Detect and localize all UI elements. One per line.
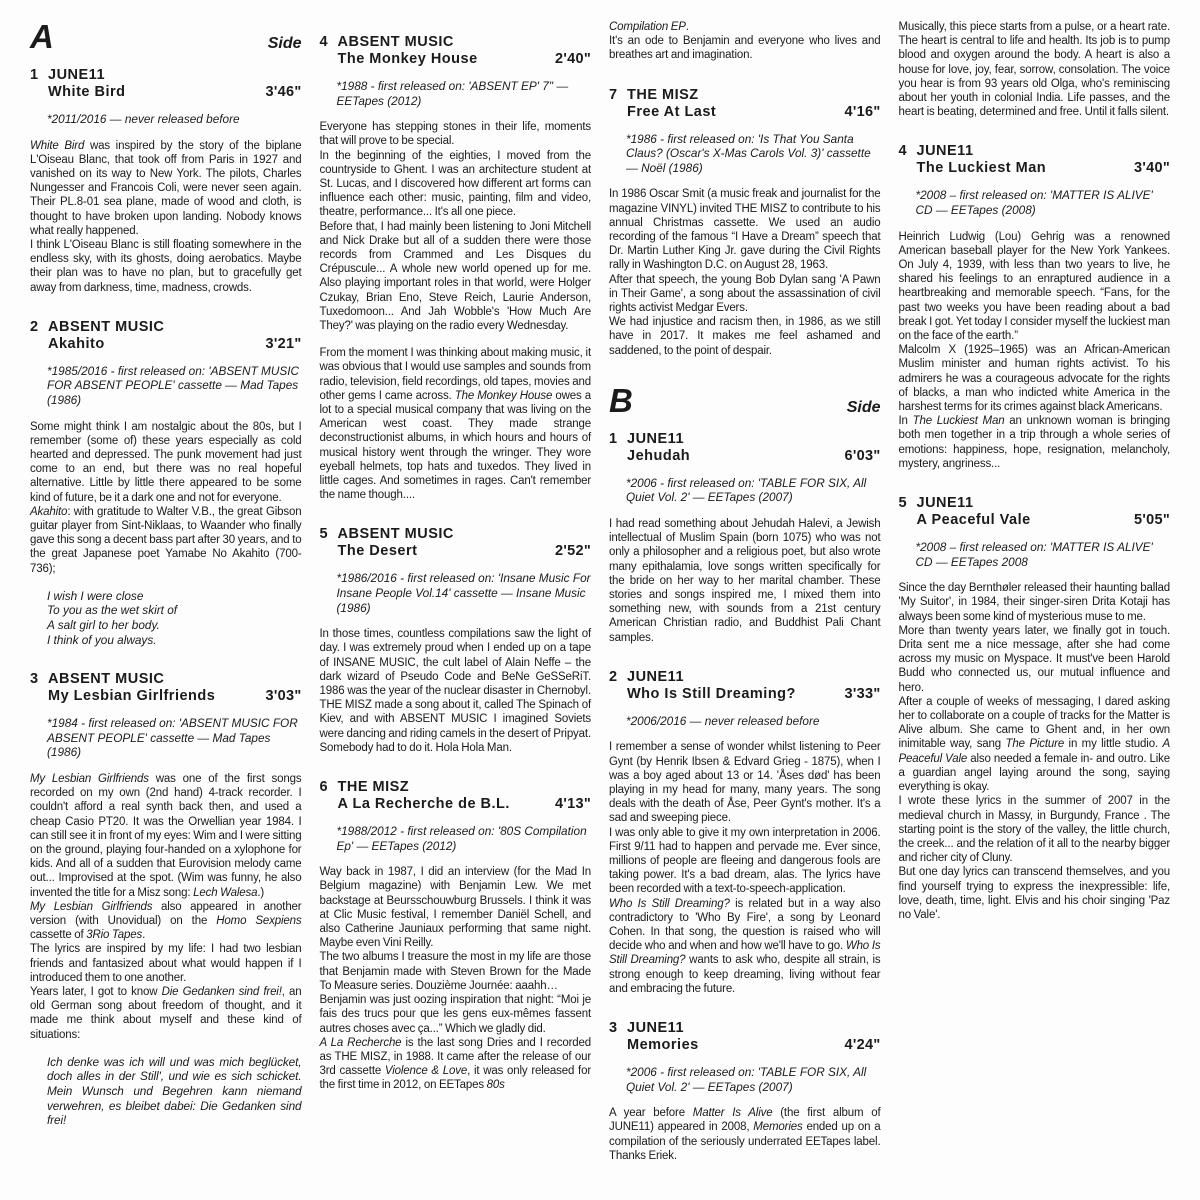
track-header [609,87,881,120]
italic-text: The Luckiest Man [912,415,1005,428]
italic-text: A La Recherche [319,1036,402,1049]
release-note: *1986/2016 - first released on: 'Insane Music For Insane People Vol.14' cassette — Insane Music (1986) [336,571,591,615]
italic-text: Akahito [30,505,68,518]
track-artist: ABSENT MUSIC [337,526,454,543]
track-header-line1 [609,431,881,447]
side-header [609,381,881,419]
italic-text: White Bird [30,139,85,152]
column-1 [30,20,302,1190]
release-note: *1988/2012 - first released on: '80S Compilation Ep' — EETapes (2012) [336,824,587,853]
track-header-line2 [30,84,302,100]
release-note: *2006/2016 — never released before [626,713,820,728]
body-paragraph: More than twenty years later, we finally got in touch. Drita sent me a nice message, after she had come across my music on Myspace. It must've been Harold Budd who connected us, our mutual influence and hero. [898,624,1170,694]
track-artist: JUNE11 [627,1020,685,1037]
track-number: 3 [30,671,39,688]
body-paragraph: Akahito: with gratitude to Walter V.B., the great Gibson guitar player from Sint-Niklaas, to Waander who finally gave this song a decent bass part after 30 years, and to the great Japanese poet Yamabe No Akahito (700-736); [30,505,302,575]
track-header-line1 [30,67,302,83]
track-artist: ABSENT MUSIC [337,34,454,50]
body-paragraph: Compilation EP. [609,21,689,33]
track-header-line1 [320,526,592,542]
body-paragraph: Benjamin was just oozing inspiration that night: “Moi je fais des trucs pour que les gens eux-mêmes fassent autres choses avec ça...” Which we gladly did. [319,994,591,1035]
italic-text: Matter Is Alive [692,1107,773,1120]
track-artist: JUNE11 [48,67,106,83]
track-artist: JUNE11 [627,430,685,447]
body-paragraph: White Bird was inspired by the story of the biplane L'Oiseau Blanc, that took off from Paris in 1927 and vanished on its way to New York. The pilots, Charles Nungesser and Francois Coli, were never seen again. Their PL.8-01 sea plane, made of wood and cloth, is thought to have broken upon landing. Nobody knows what really happened. [30,139,302,237]
track-number: 6 [319,779,328,796]
body-paragraph: A La Recherche is the last song Dries and I recorded as THE MISZ, in 1988. It came after the release of our 3rd cassette Violence & Love, it was only released for the first time in 2012, on EETapes 80s [319,1036,592,1092]
track-title: Jehudah [627,447,691,464]
track-header [30,671,302,704]
track-artist: JUNE11 [916,143,974,160]
body-paragraph: Years later, I got to know Die Gedanken sind frei!, an old German song about freedom of thought, and it made me think about myself and these kind of situations: [30,986,302,1041]
body-paragraph: We had injustice and racism then, in 1986, as we still have in 2017. It makes me feel ashamed and saddened, to the point of despair. [609,316,881,357]
track-header [899,495,1171,528]
column-4 [899,20,1171,1190]
body-paragraph: Some might think I am nostalgic about the 80s, but I remember (some of) these years especially as cold hearted and depressed. The punk movement had just come to an end, but there was no real hopeful alternative. Little by little there appeared to be some kind of future, be it a dark one and not for everyone. [30,420,302,504]
body-paragraph: In 1986 Oscar Smit (a music freak and journalist for the magazine VINYL) invited THE MISZ to contribute to his annual Christmas cassette. We used an audio recording of the famous “I Have a Dream” speech that Dr. Martin Luther King Jr. gave during the Civil Rights rally in Washington D.C. on August 28, 1963. [609,188,881,272]
track-header-line1 [30,671,302,687]
italic-text: My Lesbian Girlfriends [30,773,149,785]
track-header-line2 [30,336,302,352]
release-note: *1986 - first released on: 'Is That You Santa Claus? (Oscar's X-Mas Carols Vol. 3)' cassette — Noël (1986) [626,131,871,175]
body-paragraph: In those times, countless compilations saw the light of day. I was extremely proud when I ended up on a tape of INSANE MUSIC, the cult label of Alain Neffe – the dark wizard of Pseudo Code and BeNe GeSSeRiT. 1986 was the year of the nuclear disaster in Chernobyl. THE MISZ made a song about it, called The Spinach of Kiev, and with ABSENT MUSIC I imagined Soviets were dancing and riding camels in the desert of Pripyat. Somebody had to do it. Hola Hola Man. [319,628,591,754]
track-number: 2 [30,318,39,335]
body-paragraph: The lyrics are inspired by my life: I had two lesbian friends and fantasized about what would happen if I introduced them to one another. [30,943,302,984]
track-header-line2 [609,104,881,120]
italic-text: Violence & Love [384,1065,468,1078]
side-header [30,20,302,53]
side-letter: A [30,18,54,55]
track-header [30,319,302,352]
track-duration: 2'52" [554,543,591,560]
track-artist: ABSENT MUSIC [48,318,165,335]
track-duration: 3'46" [265,84,302,100]
track-number: 1 [30,67,39,83]
track-title: A La Recherche de B.L. [337,796,510,813]
track-title: The Desert [337,543,418,560]
body-paragraph: After a couple of weeks of messaging, I dared asking her to collaborate on a couple of tracks for the Matter is Alive album. She came to Ghent and, in her own inimitable way, sang The Picture in my little studio. A Peaceful Vale also needed a female in- and outro. Like a guardian angel laying around the song, saying everything is okay. [898,695,1170,794]
column-2 [320,20,592,1190]
body-paragraph: In the beginning of the eighties, I moved from the countryside to Ghent. I was an architecture student at St. Lucas, and I discovered how different art forms can influence each other: music, painting, film and video, theatre, performance... It's all one piece. [319,149,591,219]
track-title: Memories [627,1037,699,1054]
body-paragraph: Who Is Still Dreaming? is related but in a way also contradictory to 'Who By Fire', a song by Leonard Cohen. In that song, the question is raised who will decide who and when and how we'll have to go. Who Is Still Dreaming? wants to ask who, despite all strain, is strong enough to keep dreaming, living without fear and embracing the future. [609,897,881,995]
italic-text: The Monkey House [454,389,553,402]
release-note: *2008 – first released on: 'MATTER IS ALIVE' CD — EETapes (2008) [915,188,1153,218]
body-paragraph: My Lesbian Girlfriends also appeared in another version (with Unovidual) on the Homo Sexpiens cassette of 3Rio Tapes. [30,900,302,942]
track-title: Akahito [48,335,105,352]
track-header [320,34,592,67]
track-artist: ABSENT MUSIC [48,671,165,688]
track-header-line2 [320,51,592,67]
track-header-line2 [30,688,302,704]
track-header-line2 [899,160,1171,176]
body-paragraph: But one day lyrics can transcend themselves, and you find yourself trying to express the inexpressible: life, love, death, time, light. Elvis and his choir singing 'Paz no Vale'. [898,866,1170,921]
track-number: 3 [609,1020,618,1037]
track-header-line1 [899,495,1171,511]
body-paragraph: I wrote these lyrics in the summer of 2007 in the medieval church in Massy, in Burgundy, France . The starting point is the story of the valley, the little church, the creek... and the relation of it all to the nearby bigger and richer city of Cluny. [898,795,1170,865]
track-number: 5 [898,495,907,512]
body-paragraph: Since the day Bernthøler released their haunting ballad 'My Suitor', in 1984, their singer-siren Drita Kotaji has always been some kind of mysterious muse to me. [898,582,1170,623]
release-note: *2006 - first released on: 'TABLE FOR SIX, All Quiet Vol. 2' — EETapes (2007) [626,1065,867,1094]
italic-text: Who Is Still Dreaming? [609,897,730,910]
body-paragraph: Everyone has stepping stones in their life, moments that will prove to be special. [319,121,591,148]
body-paragraph: The two albums I treasure the most in my life are those that Benjamin made with Steven Brown for the Made To Measure series. Douzième Journée: aaahh… [319,951,591,992]
track-title: A Peaceful Vale [916,512,1031,529]
release-note: *1985/2016 - first released on: 'ABSENT MUSIC FOR ABSENT PEOPLE' cassette — Mad Tapes (1986) [47,363,300,408]
track-header [899,143,1171,176]
track-header [320,779,592,812]
track-header-line1 [320,779,592,795]
track-duration: 3'33" [844,685,881,702]
body-paragraph: I remember a sense of wonder whilst listening to Peer Gynt (by Henrik Ibsen & Edvard Grieg - 1875), when I was a boy aged about 13 or 14. 'Åses død' has been playing in my head for many, many years. The song deals with the death of Åse, Peer Gynt's mother. It's a sad and sweeping piece. [609,741,881,825]
body-paragraph: Before that, I had mainly been listening to Joni Mitchell and Nick Drake but all of a sudden there were those records from Crammed and Les Disques du Crépuscule... A whole new world opened up for me. Also playing important roles in that world, were Holger Czukay, Brian Eno, Steve Reich, Laurie Anderson, Tuxedomoon... And Jah Wobble's 'How Much Are They?' was playing on the radio every Wednesday. [319,220,591,333]
italic-text: 80s [486,1079,505,1092]
italic-text: Homo Sexpiens [216,915,302,928]
track-header-line1 [609,87,881,103]
track-header-line1 [609,1020,881,1036]
track-title: Free At Last [627,103,717,120]
track-duration: 6'03" [844,447,881,464]
track-artist: JUNE11 [916,495,974,512]
body-paragraph: It's an ode to Benjamin and everyone who lives and breathes art and imagination. [609,35,881,62]
track-duration: 5'05" [1133,512,1170,529]
track-duration: 3'40" [1133,160,1170,177]
track-duration: 4'13" [554,796,591,813]
track-header [30,67,302,100]
italic-text: Memories [753,1121,803,1134]
track-title: White Bird [48,84,126,100]
italic-text: Who Is Still Dreaming? [609,940,881,967]
track-artist: THE MISZ [337,779,410,796]
track-header [320,526,592,559]
track-header [609,669,881,702]
italic-text: My Lesbian Girlfriends [30,900,153,913]
track-artist: THE MISZ [627,86,699,103]
body-paragraph: Musically, this piece starts from a pulse, or a heart rate. The heart is central to life and health. Its job is to pump blood and oxygen around the body. A heart is also a house for love, joy, fear, sorrow, consolation. The voice you hear is from 93 years old Olga, who's reminiscing about her youth in colonial India. Life passes, and the heart is beating, determined and free. Until it falls silent. [898,21,1170,119]
track-duration: 4'16" [844,103,881,120]
track-duration: 4'24" [844,1037,881,1054]
body-paragraph: Malcolm X (1925–1965) was an African-American Muslim minister and human rights activist. To his admirers he was a courageous advocate for the rights of blacks, a man who indicted white America in the harshest terms for its crimes against black Americans. [898,344,1170,414]
track-number: 7 [609,86,618,103]
track-header-line1 [320,34,592,50]
poem-line: I think of you always. [47,632,157,647]
release-note: *2006 - first released on: 'TABLE FOR SIX, All Quiet Vol. 2' — EETapes (2007) [626,475,867,505]
poem-line: I wish I were close [47,588,144,603]
track-duration: 2'40" [554,51,591,67]
body-paragraph: From the moment I was thinking about making music, it was obvious that I would use samples and sounds from radio, television, field recordings, old tapes, movies and other gems I came across. The Monkey House owes a lot to a special musical company that was living on the American west coast. They made strange deconstructionist albums, in which hours and hours of musical history went through the wringer. They wore eyeball helmets, top hats and tuxedos. They lived in little cages. And sometimes in rages. Can't remember the name though.... [319,347,591,502]
side-letter: B [609,381,633,419]
italic-text: Die Gedanken sind frei! [161,986,282,999]
release-note: *1988 - first released on: 'ABSENT EP' 7" — EETapes (2012) [336,79,569,108]
track-header-line2 [320,543,592,559]
track-title: My Lesbian Girlfriends [48,688,216,705]
body-paragraph: A year before Matter Is Alive (the first album of JUNE11) appeared in 2008, Memories ended up on a compilation of the seriously underrated EETapes label. Thanks Eriek. [609,1107,881,1162]
track-number: 1 [609,430,618,447]
track-artist: JUNE11 [627,668,685,685]
track-number: 5 [319,526,328,543]
body-paragraph: After that speech, the young Bob Dylan sang 'A Pawn in Their Game', a song about the assassination of civil rights activist Medgar Evers. [609,273,881,315]
track-header-line2 [320,796,592,812]
track-duration: 3'21" [265,335,302,352]
poem-line: To you as the wet skirt of [47,603,178,618]
track-number: 4 [898,143,907,160]
lyrics-quote: Ich denke was ich will und was mich beglücket, doch alles in der Still', und wie es sich schicket. Mein Wunsch und Begehren kann niemand verwehren, es bleibet dabei: Die Gedanken sind frei! [47,1054,302,1128]
track-header-line2 [609,448,881,464]
release-note: *2011/2016 — never released before [47,112,240,126]
column-3 [609,20,881,1190]
track-header-line1 [899,143,1171,159]
track-header-line2 [899,512,1171,528]
italic-text: 3Rio Tapes [86,929,143,942]
body-paragraph: Heinrich Ludwig (Lou) Gehrig was a renowned American baseball player for the New York Yankees. On July 4, 1939, with less than two years to live, he shared his feelings to an enraptured audience in a heartbreaking and memorable speech. “Fans, for the past two weeks you have been reading about a bad break I got. Yet today I consider myself the luckiest man on the face of the earth.” [898,230,1170,343]
track-number: 4 [319,34,328,50]
side-label: Side [267,35,302,52]
italic-text: Lech Walesa [193,886,258,899]
italic-text: A Peaceful Vale [898,738,1170,765]
release-note: *2008 – first released on: 'MATTER IS ALIVE' CD — EETapes 2008 [915,540,1153,569]
track-header-line1 [30,319,302,335]
poem-line: A salt girl to her body. [47,618,160,633]
release-note: *1984 - first released on: 'ABSENT MUSIC FOR ABSENT PEOPLE' cassette — Mad Tapes (1986) [47,716,298,760]
track-header-line2 [609,686,881,702]
track-duration: 3'03" [265,688,302,705]
italic-text: Compilation EP [609,21,686,33]
track-header-line2 [609,1037,881,1053]
italic-text: The Picture [1005,738,1065,751]
body-paragraph: I had read something about Jehudah Halevi, a Jewish intellectual of Muslim Spain (born 1075) who was not only a philosopher and a religious poet, but also wrote many epithalamia, love songs written specifically for the bride on her way to her marital chamber. These stories and songs inspired me, I mixed them into something new, with sounds from a 21st century American Christian radio, and Buddhist Pali Chant samples. [609,518,881,644]
track-header-line1 [609,669,881,685]
track-title: Who Is Still Dreaming? [627,685,796,702]
body-paragraph: Way back in 1987, I did an interview (for the Mad In Belgium magazine) with Benjamin Lew. We met backstage at Beursschouwburg Brussels. I think it was at Clic Music festival, I remember Daniël Schell, and also Catherine Jauniaux performing that same night. Maybe even Vini Reilly. [319,866,591,950]
track-header [609,431,881,464]
track-number: 2 [609,668,618,685]
body-paragraph: I think L'Oiseau Blanc is still floating somewhere in the endless sky, with its ghosts, doing aerobatics. Maybe their plan was to have no plan, but to gracefully get away from darkness, time, madness, crowds. [30,239,302,294]
body-paragraph: My Lesbian Girlfriends was one of the first songs recorded on my own (2nd hand) 4-track recorder. I couldn't afford a real synth back then, and used a cheap Casio PT20. It was the Orwellian year 1984. I can still see it in front of my eyes: Wim and I were sitting on the ground, playing four-handed on a xylophone for kids. And all of a sudden that Eurovision melody came out... Improvised at the spot. (Wim was funny, he also invented the title for a Misz song: Lech Walesa.) [30,773,302,899]
track-title: The Monkey House [337,51,478,67]
body-paragraph: I was only able to give it my own interpretation in 2006. First 9/11 had to happen and pervade me. Ever since, millions of people are fleeing and dangerous fools are taking power. It's a bad dream, alas. The lyrics have been recorded with a text-to-speech-application. [609,826,881,896]
body-paragraph: In The Luckiest Man an unknown woman is bringing both men together in a trip through a whole series of emotions: happiness, hope, resignation, melancholy, mystery, angriness... [898,415,1170,470]
track-title: The Luckiest Man [916,160,1047,177]
track-header [609,1020,881,1053]
side-label: Side [846,398,881,416]
poem [47,589,302,647]
